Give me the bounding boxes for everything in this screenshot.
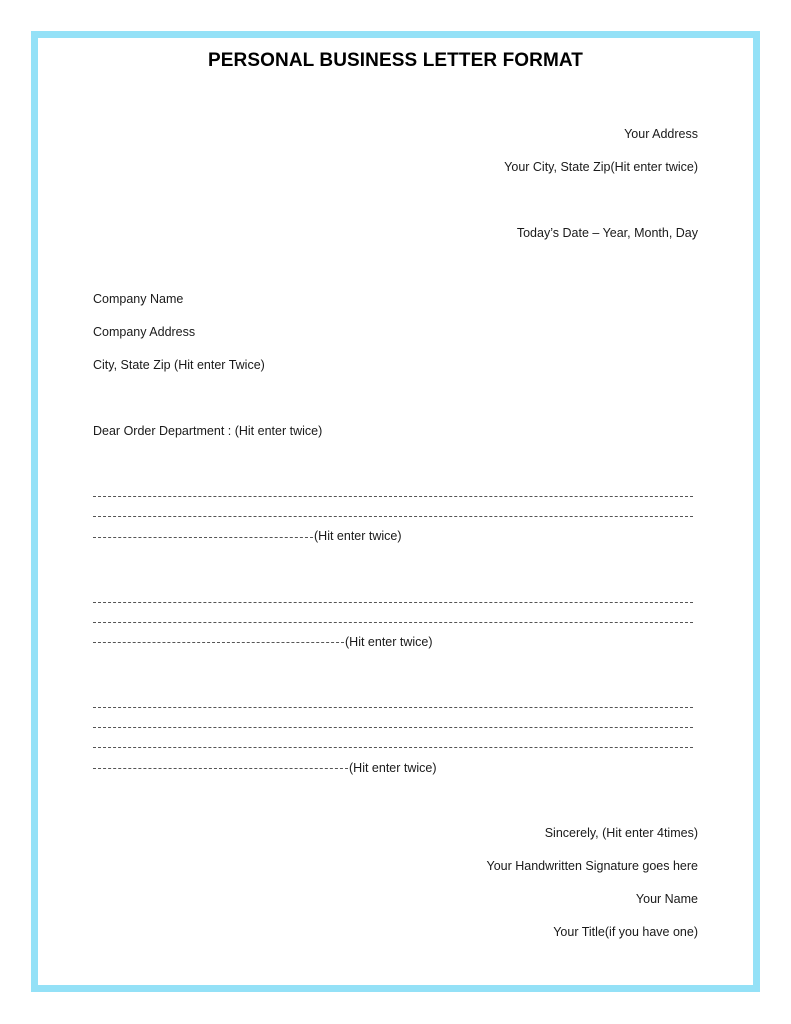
paragraph-2-hint: (Hit enter twice) <box>345 635 433 649</box>
body-placeholder-line-partial <box>93 768 348 769</box>
body-placeholder-line-partial <box>93 642 344 643</box>
closing-title: Your Title(if you have one) <box>553 925 698 939</box>
paragraph-1-hint: (Hit enter twice) <box>314 529 402 543</box>
body-placeholder-line <box>93 707 693 708</box>
page-border-frame <box>31 31 760 992</box>
salutation: Dear Order Department : (Hit enter twice) <box>93 424 323 438</box>
body-placeholder-line <box>93 516 693 517</box>
document-title: PERSONAL BUSINESS LETTER FORMAT <box>207 50 584 71</box>
body-placeholder-line <box>93 602 693 603</box>
closing-sincerely: Sincerely, (Hit enter 4times) <box>544 826 698 840</box>
sender-city-state-zip: Your City, State Zip(Hit enter twice) <box>504 160 698 174</box>
body-placeholder-line <box>93 496 693 497</box>
paragraph-3-hint: (Hit enter twice) <box>349 761 437 775</box>
letter-date: Today’s Date – Year, Month, Day <box>516 226 698 240</box>
sender-address: Your Address <box>624 127 698 141</box>
recipient-company-address: Company Address <box>93 325 196 339</box>
closing-name: Your Name <box>635 892 698 906</box>
body-placeholder-line <box>93 747 693 748</box>
body-placeholder-line-partial <box>93 537 313 538</box>
body-placeholder-line <box>93 622 693 623</box>
body-placeholder-line <box>93 727 693 728</box>
recipient-city-state-zip: City, State Zip (Hit enter Twice) <box>93 358 265 372</box>
recipient-company-name: Company Name <box>93 292 184 306</box>
closing-signature: Your Handwritten Signature goes here <box>486 859 698 873</box>
